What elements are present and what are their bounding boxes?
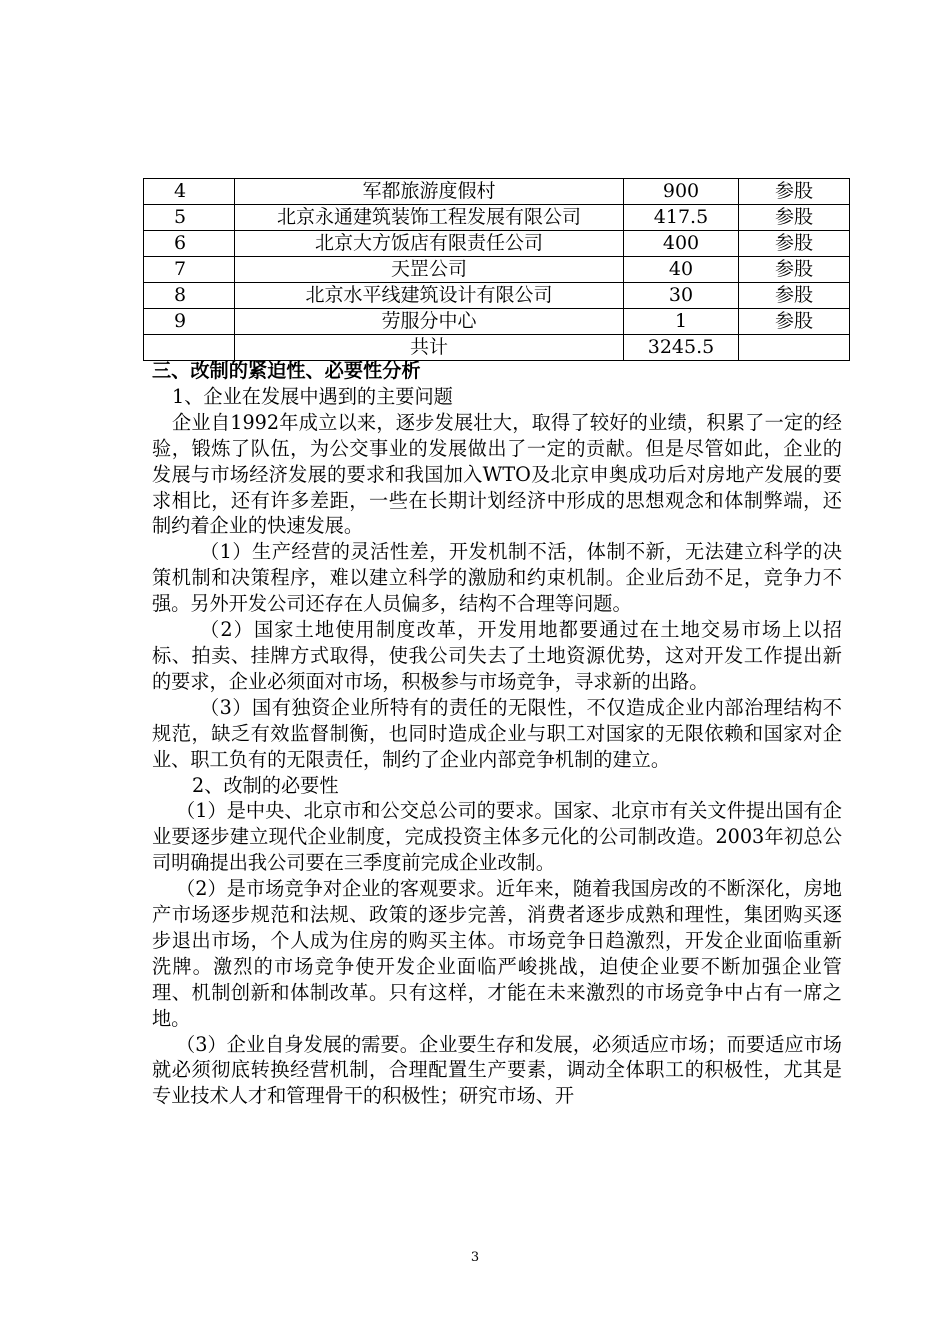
company-name: 军都旅游度假村 xyxy=(235,179,624,205)
table-row xyxy=(144,257,850,283)
table-row xyxy=(144,205,850,231)
section-heading: 三、改制的紧迫性、必要性分析 xyxy=(152,359,421,382)
investment-amount: 900 xyxy=(624,179,739,205)
paragraph: （1）是中央、北京市和公交总公司的要求。国家、北京市有关文件提出国有企业要逐步建立现代企业制度，完成投资主体多元化的公司制改造。2003年初总公司明确提出我公司要在三季度前完成企业改制。 xyxy=(152,799,842,875)
empty-cell xyxy=(144,335,235,361)
holding-type: 参股 xyxy=(739,179,850,205)
table-row xyxy=(144,179,850,205)
total-amount: 3245.5 xyxy=(624,335,739,361)
paragraph: （3）国有独资企业所特有的责任的无限性，不仅造成企业内部治理结构不规范，缺乏有效监督制衡，也同时造成企业与职工对国家的无限依赖和国家对企业、职工负有的无限责任，制约了企业内部竞争机制的建立。 xyxy=(152,695,842,771)
subheading: 1、企业在发展中遇到的主要问题 xyxy=(172,384,453,408)
table-row xyxy=(144,309,850,335)
company-name: 北京水平线建筑设计有限公司 xyxy=(235,283,624,309)
company-name: 北京大方饭店有限责任公司 xyxy=(235,231,624,257)
paragraph: （2）国家土地使用制度改革，开发用地都要通过在土地交易市场上以招标、拍卖、挂牌方式取得，使我公司失去了土地资源优势，这对开发工作提出新的要求，企业必须面对市场，积极参与市场竞争，寻求新的出路。 xyxy=(152,618,842,693)
company-name: 北京永通建筑装饰工程发展有限公司 xyxy=(235,205,624,231)
paragraph: 企业自1992年成立以来，逐步发展壮大，取得了较好的业绩，积累了一定的经验，锻炼了队伍，为公交事业的发展做出了一定的贡献。但是尽管如此，企业的发展与市场经济发展的要求和我国加入WTO及北京申奥成功后对房地产发展的要求相比，还有许多差距，一些在长期计划经济中形成的思想观念和体制弊端，还制约着企业的快速发展。 xyxy=(152,410,842,538)
table-row xyxy=(144,231,850,257)
table-total-row xyxy=(144,335,850,361)
table-row xyxy=(144,283,850,309)
subheading: 2、改制的必要性 xyxy=(192,773,339,797)
row-number: 6 xyxy=(144,231,235,257)
company-name: 劳服分中心 xyxy=(235,309,624,335)
paragraph: （1）生产经营的灵活性差，开发机制不活，体制不新，无法建立科学的决策机制和决策程序，难以建立科学的激励和约束机制。企业后劲不足，竞争力不强。另外开发公司还存在人员偏多，结构不合理等问题。 xyxy=(152,540,842,616)
holding-type: 参股 xyxy=(739,257,850,283)
investment-amount: 40 xyxy=(624,257,739,283)
investment-table xyxy=(143,178,850,361)
row-number: 5 xyxy=(144,205,235,231)
holding-type: 参股 xyxy=(739,205,850,231)
empty-cell xyxy=(739,335,850,361)
paragraph: （2）是市场竞争对企业的客观要求。近年来，随着我国房改的不断深化，房地产市场逐步规范和法规、政策的逐步完善，消费者逐步成熟和理性，集团购买逐步退出市场，个人成为住房的购买主体。市场竞争日趋激烈，开发企业面临重新洗牌。激烈的市场竞争使开发企业面临严峻挑战，迫使企业要不断加强企业管理、机制创新和体制改革。只有这样，才能在未来激烈的市场竞争中占有一席之地。 xyxy=(152,877,842,1030)
total-label: 共计 xyxy=(235,335,624,361)
section-body xyxy=(152,358,842,1109)
investment-amount: 30 xyxy=(624,283,739,309)
row-number: 4 xyxy=(144,179,235,205)
paragraph: （3）企业自身发展的需要。企业要生存和发展，必须适应市场；而要适应市场就必须彻底转换经营机制，合理配置生产要素，调动全体职工的积极性，尤其是专业技术人才和管理骨干的积极性；研究市场、开 xyxy=(152,1032,842,1108)
row-number: 8 xyxy=(144,283,235,309)
investment-amount: 1 xyxy=(624,309,739,335)
row-number: 9 xyxy=(144,309,235,335)
holding-type: 参股 xyxy=(739,283,850,309)
row-number: 7 xyxy=(144,257,235,283)
holding-type: 参股 xyxy=(739,309,850,335)
company-name: 天罡公司 xyxy=(235,257,624,283)
page-number: 3 xyxy=(470,1250,480,1265)
investment-amount: 400 xyxy=(624,231,739,257)
investment-amount: 417.5 xyxy=(624,205,739,231)
holding-type: 参股 xyxy=(739,231,850,257)
